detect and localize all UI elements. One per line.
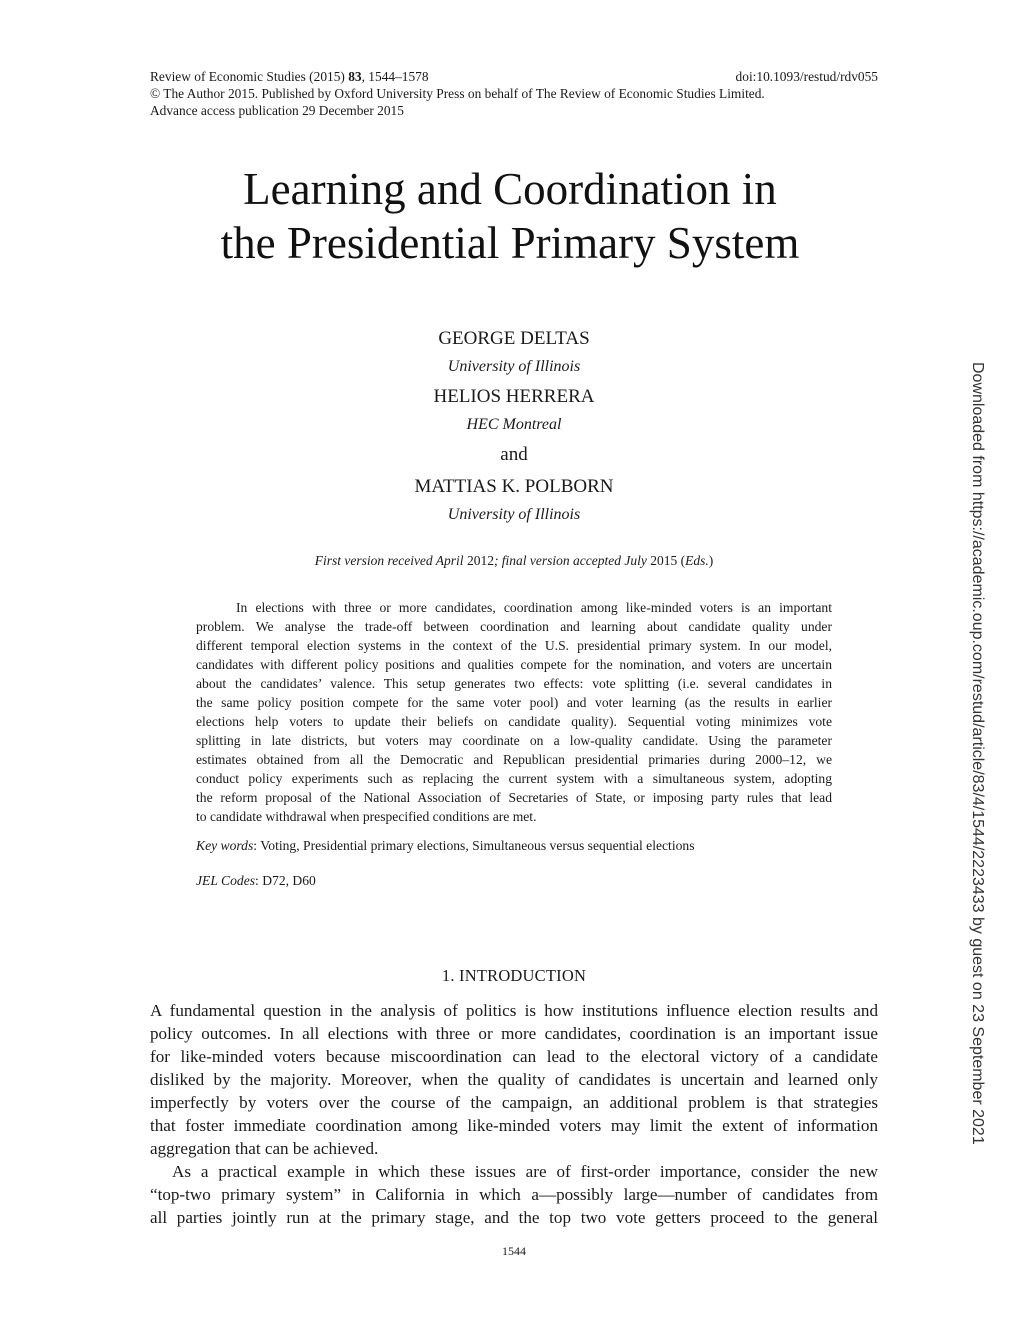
paper-title: [0, 162, 1020, 270]
author-name: GEORGE DELTAS: [438, 328, 590, 349]
abstract-line: In elections with three or more candidates, coordination among like-minded voters is an important: [236, 600, 832, 615]
body-line: A fundamental question in the analysis of politics is how institutions influence election results and: [150, 1001, 878, 1020]
page-number: 1544: [502, 1244, 526, 1258]
running-header: [150, 68, 878, 119]
download-watermark[interactable]: Downloaded from https://academic.oup.com/restud/article/83/4/1544/2223433 by guest on 23 September 2021: [969, 362, 986, 1145]
body-line: disliked by the majority. Moreover, when the quality of candidates is uncertain and learned only: [150, 1070, 878, 1089]
first-version-year: 2012: [466, 553, 494, 568]
body-line: policy outcomes. In all elections with three or more candidates, coordination is an important issue: [150, 1024, 878, 1043]
eds-label: Eds.: [685, 553, 709, 568]
title-line-1: Learning and Coordination in: [243, 164, 777, 214]
abstract-line: problem. We analyse the trade-off between coordination and learning about candidate quality under: [196, 619, 832, 634]
abstract-line: to candidate withdrawal when prespecified conditions are met.: [196, 809, 537, 824]
author-conjunction: and: [500, 444, 528, 465]
body-line: As a practical example in which these issues are of first-order importance, consider the new: [172, 1162, 878, 1181]
abstract-line: splitting in late districts, but voters may coordinate on a low-quality candidate. Using the parameter: [196, 733, 832, 748]
author-affiliation: University of Illinois: [447, 506, 581, 523]
received-dates: [0, 553, 1020, 569]
journal-name: Review of Economic Studies (2015): [150, 69, 349, 84]
title-line-2: the Presidential Primary System: [220, 218, 800, 268]
author-affiliation: HEC Montreal: [466, 416, 562, 433]
keywords: [196, 838, 695, 854]
abstract-line: about the candidates’ valence. This setup generates two effects: vote splitting (i.e. several candidates in: [196, 676, 832, 691]
author-affiliation: University of Illinois: [447, 358, 581, 375]
abstract: [196, 598, 832, 826]
final-version-label: ; final version accepted July: [493, 553, 651, 568]
author-name: MATTIAS K. POLBORN: [414, 476, 614, 497]
jel-label: JEL Codes: [196, 873, 256, 888]
abstract-line: candidates with different policy positions and qualities compete for the nomination, and voters are uncertain: [196, 657, 832, 672]
body-line: aggregation that can be achieved.: [150, 1139, 379, 1158]
abstract-line: the same policy position compete for the same voter pool) and voter learning (as the results in earlier: [196, 695, 832, 710]
body-line: imperfectly by voters over the course of the campaign, an additional problem is that strategies: [150, 1093, 878, 1112]
doi[interactable]: doi:10.1093/restud/rdv055: [735, 69, 878, 84]
abstract-line: estimates obtained from all the Democratic and Republican presidential primaries during 2000–12, we: [196, 752, 832, 767]
jel-text: : D72, D60: [255, 873, 316, 888]
first-version-label: First version received April: [314, 553, 467, 568]
abstract-line: conduct policy experiments such as replacing the current system with a simultaneous system, adopting: [196, 771, 832, 786]
advance-access-line: Advance access publication 29 December 2015: [150, 103, 404, 118]
journal-pages: , 1544–1578: [361, 69, 429, 84]
final-version-year: 2015: [650, 553, 678, 568]
journal-citation: [150, 68, 429, 85]
abstract-line: the reform proposal of the National Association of Secretaries of State, or imposing party rules that lead: [196, 790, 832, 805]
abstract-line: elections help voters to update their beliefs on candidate quality). Sequential voting minimizes vote: [196, 714, 832, 729]
keywords-label: Key words: [196, 838, 254, 853]
body-line: all parties jointly run at the primary stage, and the top two vote getters proceed to the general: [150, 1208, 878, 1227]
journal-volume: 83: [348, 69, 362, 84]
body-text: [150, 999, 878, 1229]
abstract-line: different temporal election systems in the context of the U.S. presidential primary system. In our model,: [196, 638, 832, 653]
eds-paren-close: ): [708, 553, 714, 568]
keywords-text: : Voting, Presidential primary elections, Simultaneous versus sequential elections: [253, 838, 695, 853]
eds-paren-open: (: [677, 553, 686, 568]
section-heading: 1. INTRODUCTION: [441, 966, 587, 985]
author-block: [0, 326, 1020, 532]
body-line: for like-minded voters because miscoordination can lead to the electoral victory of a candidate: [150, 1047, 878, 1066]
copyright-line: © The Author 2015. Published by Oxford University Press on behalf of The Review of Economic Studies Limited.: [150, 86, 765, 101]
jel-codes: [196, 873, 316, 889]
author-name: HELIOS HERRERA: [433, 386, 595, 407]
body-line: that foster immediate coordination among like-minded voters may limit the extent of information: [150, 1116, 878, 1135]
body-line: “top-two primary system” in California in which a—possibly large—number of candidates from: [150, 1185, 878, 1204]
journal-citation-row: [150, 68, 878, 85]
